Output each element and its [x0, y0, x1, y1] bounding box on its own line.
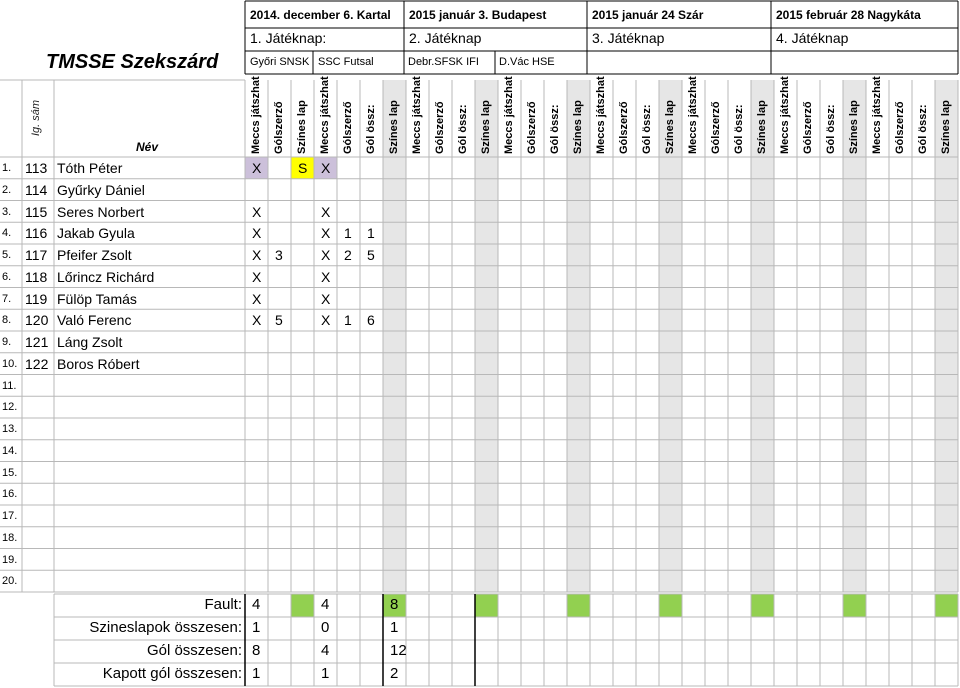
player-name[interactable]: Pfeifer Zsolt	[57, 247, 132, 263]
row-index: 14.	[2, 444, 18, 457]
stat-cell[interactable]: S	[298, 160, 308, 176]
stat-cell[interactable]: X	[321, 247, 331, 263]
summary-value: 8	[390, 596, 399, 613]
column-header: Színes lap	[479, 100, 492, 154]
row-index: 20.	[2, 575, 18, 588]
stat-cell[interactable]: X	[321, 160, 331, 176]
opponent-name: Győri SNSK	[250, 56, 310, 68]
stat-cell[interactable]: 1	[344, 312, 352, 329]
stat-cell[interactable]: 3	[275, 247, 283, 263]
player-name[interactable]: Boros Róbert	[57, 355, 140, 372]
column-header: Gólszerző	[433, 101, 446, 154]
summary-value: 8	[252, 642, 261, 659]
stat-cell[interactable]: X	[321, 225, 331, 242]
row-index: 6.	[2, 270, 12, 283]
round-date: 2015 január 3. Budapest	[409, 8, 547, 22]
row-index: 18.	[2, 531, 18, 544]
summary-value: 1	[252, 619, 261, 636]
column-header: Gól össz:	[824, 104, 837, 154]
summary-value: 1	[390, 619, 399, 636]
column-header: Színes lap	[295, 100, 308, 154]
row-index: 15.	[2, 466, 18, 479]
row-index: 10.	[2, 357, 18, 370]
column-header: Színes lap	[939, 100, 952, 154]
row-index: 1.	[2, 162, 12, 174]
player-number: 118	[25, 268, 48, 285]
stat-cell[interactable]: 5	[275, 312, 283, 329]
summary-green-cell	[935, 594, 958, 617]
summary-value: 1	[321, 665, 330, 682]
column-header: Gólszerző	[801, 101, 814, 154]
column-header: Gólszerző	[272, 101, 285, 154]
column-header: Gól össz:	[548, 104, 561, 154]
stat-cell[interactable]: X	[252, 290, 262, 307]
player-number: 116	[25, 225, 48, 242]
stat-cell[interactable]: X	[321, 203, 331, 220]
column-header: Gólszerző	[709, 101, 722, 154]
round-date: 2015 február 28 Nagykáta	[776, 8, 921, 22]
player-name[interactable]: Gyűrky Dániel	[57, 181, 145, 198]
column-header: Meccs játszhat	[249, 76, 262, 154]
stat-cell[interactable]: 1	[367, 225, 375, 242]
row-index: 7.	[2, 292, 12, 305]
column-header: Meccs játszhat	[594, 76, 607, 154]
stat-cell[interactable]: X	[252, 160, 262, 176]
round-label: 1. Játéknap:	[250, 30, 327, 46]
stat-cell[interactable]: X	[252, 203, 262, 220]
name-column-header: Név	[136, 140, 159, 154]
round-label: 3. Játéknap	[592, 30, 665, 46]
column-header: Színes lap	[755, 100, 768, 154]
number-column-header: Ig. sám	[30, 99, 42, 136]
summary-label: Szineslapok összesen:	[89, 619, 242, 636]
summary-green-cell	[475, 594, 498, 617]
column-header: Gól össz:	[640, 104, 653, 154]
stat-cell[interactable]: X	[252, 312, 262, 329]
player-number: 119	[25, 290, 48, 307]
row-index: 17.	[2, 510, 18, 522]
column-header: Gól össz:	[732, 104, 745, 154]
stat-cell[interactable]: X	[252, 247, 262, 263]
summary-value: 0	[321, 619, 330, 636]
row-index: 3.	[2, 205, 12, 218]
round-label: 2. Játéknap	[409, 30, 482, 46]
column-header: Meccs játszhat	[686, 76, 699, 154]
summary-value: 12	[390, 642, 407, 659]
summary-label: Gól összesen:	[146, 642, 242, 659]
summary-green-cell	[567, 594, 590, 617]
column-header: Gólszerző	[893, 101, 906, 154]
column-header: Meccs játszhat	[870, 76, 883, 154]
stat-cell[interactable]: 6	[367, 312, 375, 329]
summary-label: Kapott gól összesen:	[102, 665, 242, 682]
stat-cell[interactable]: X	[321, 290, 331, 307]
column-header: Gólszerző	[341, 101, 354, 154]
summary-green-cell	[843, 594, 866, 617]
stat-cell[interactable]: X	[252, 268, 262, 285]
player-name[interactable]: Láng Zsolt	[57, 334, 123, 350]
column-header: Gólszerző	[617, 101, 630, 154]
round-date: 2015 január 24 Szár	[592, 8, 704, 22]
player-name[interactable]: Jakab Gyula	[57, 225, 135, 242]
column-header: Meccs játszhat	[778, 76, 791, 154]
row-index: 11.	[2, 379, 17, 392]
row-index: 4.	[2, 227, 12, 240]
stat-cell[interactable]: 1	[344, 225, 352, 242]
summary-green-cell	[751, 594, 774, 617]
summary-value: 4	[321, 596, 330, 613]
player-number: 113	[25, 160, 48, 176]
stat-cell[interactable]: X	[321, 268, 331, 285]
column-header: Színes lap	[847, 100, 860, 154]
summary-value: 4	[252, 596, 261, 613]
opponent-name: Debr.SFSK IFI	[408, 56, 479, 68]
team-title: TMSSE Szekszárd	[46, 51, 219, 73]
player-number: 114	[25, 181, 48, 198]
row-index: 16.	[2, 488, 18, 501]
row-index: 13.	[2, 423, 18, 435]
player-number: 117	[25, 247, 48, 263]
player-number: 120	[25, 312, 49, 329]
row-index: 8.	[2, 314, 12, 327]
summary-value: 4	[321, 642, 330, 659]
round-date: 2014. december 6. Kartal	[250, 8, 391, 22]
player-name[interactable]: Seres Norbert	[57, 203, 145, 220]
row-index: 19.	[2, 553, 18, 566]
row-index: 5.	[2, 249, 12, 261]
player-name[interactable]: Tóth Péter	[57, 160, 123, 176]
summary-value: 2	[390, 665, 399, 682]
stat-cell[interactable]: 5	[367, 247, 375, 263]
row-index: 9.	[2, 336, 12, 348]
player-number: 115	[25, 203, 48, 220]
summary-label: Fault:	[204, 596, 242, 613]
player-number: 122	[25, 355, 49, 372]
column-header: Gól össz:	[456, 104, 469, 154]
summary-green-cell	[659, 594, 682, 617]
stat-cell[interactable]: X	[321, 312, 331, 329]
opponent-name: D.Vác HSE	[499, 56, 555, 68]
column-header: Gól össz:	[916, 104, 929, 154]
opponent-name: SSC Futsal	[318, 56, 374, 68]
row-index: 2.	[2, 183, 12, 196]
stat-cell[interactable]: X	[252, 225, 262, 242]
column-header: Színes lap	[571, 100, 584, 154]
summary-value: 1	[252, 665, 261, 682]
column-header: Meccs játszhat	[318, 76, 331, 154]
column-header: Gól össz:	[364, 104, 377, 154]
column-header: Gólszerző	[525, 101, 538, 154]
row-index: 12.	[2, 401, 18, 414]
player-name[interactable]: Való Ferenc	[57, 312, 132, 329]
column-header: Színes lap	[663, 100, 676, 154]
column-header: Meccs játszhat	[502, 76, 515, 154]
player-number: 121	[25, 334, 49, 350]
column-header: Színes lap	[387, 100, 400, 154]
player-name[interactable]: Fülöp Tamás	[57, 290, 137, 307]
stat-cell[interactable]: 2	[344, 247, 352, 263]
summary-green-cell	[291, 594, 314, 617]
column-header: Meccs játszhat	[410, 76, 423, 154]
round-label: 4. Játéknap	[776, 30, 849, 46]
player-name[interactable]: Lőrincz Richárd	[57, 268, 155, 285]
